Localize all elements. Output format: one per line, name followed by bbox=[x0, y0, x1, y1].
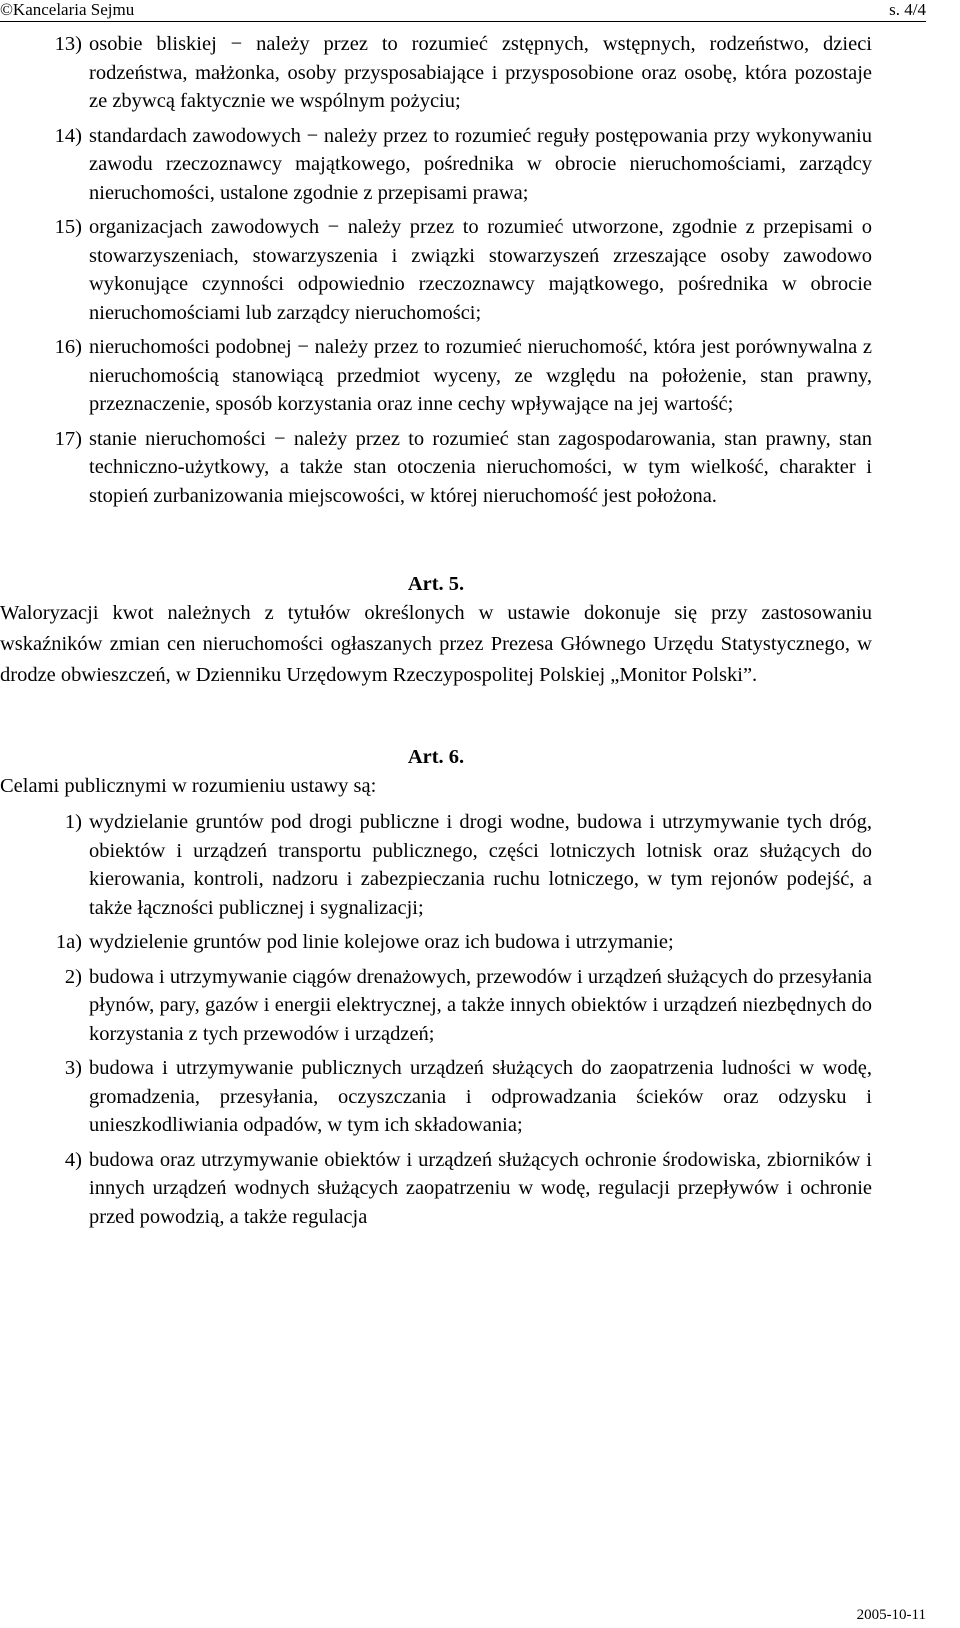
item-text: wydzielenie gruntów pod linie kolejowe oraz ich budowa i utrzymanie; bbox=[89, 931, 674, 953]
list-item bbox=[0, 808, 872, 922]
footer-date: 2005-10-11 bbox=[856, 1607, 926, 1623]
item-text: budowa oraz utrzymywanie obiektów i urządzeń służących ochronie środowiska, zbiorników i innych urządzeń wodnych służących zaopatrzeniu w wodę, regulacji przepływów i ochronie przed powodzią, a także regulacja bbox=[89, 1148, 872, 1228]
item-number: 13) bbox=[54, 33, 82, 55]
item-text: standardach zawodowych − należy przez to rozumieć reguły postępowania przy wykonywaniu zawodu rzeczoznawcy majątkowego, pośrednika w obrocie nieruchomościami, zarządcy nieruchomości, ustalone zgodnie z przepisami prawa; bbox=[89, 124, 872, 204]
article-6-title: Art. 6. bbox=[407, 746, 465, 768]
item-number: 17) bbox=[54, 427, 82, 450]
item-number: 15) bbox=[54, 216, 82, 238]
list-item bbox=[0, 1054, 872, 1140]
item-number: 16) bbox=[54, 336, 82, 358]
item-text: osobie bliskiej − należy przez to rozumieć zstępnych, wstępnych, rodzeństwo, dzieci rodzeństwa, małżonka, osoby przysposabiające i przysposobione oraz osobę, która pozostaje ze zbywcą faktycznie we wspólnym pożyciu; bbox=[89, 33, 872, 112]
list-item bbox=[0, 425, 872, 511]
list-item bbox=[0, 213, 872, 327]
list-item bbox=[0, 333, 872, 419]
item-text: stanie nieruchomości − należy przez to rozumieć stan zagospodarowania, stan prawny, stan techniczno-użytkowy, a także stan otoczenia nieruchomości, w tym wielkość, charakter i stopień zurbanizowania miejscowości, w której nieruchomość jest położona. bbox=[89, 427, 872, 507]
article-5-text: Waloryzacji kwot należnych z tytułów określonych w ustawie dokonuje się przy zastosowaniu wskaźników zmian cen nieruchomości ogłaszanych przez Prezesa Głównego Urzędu Statystycznego, w drodze obwieszczeń, w Dzienniku Urzędowym Rzeczypospolitej Polskiej „Monitor Polski”. bbox=[0, 602, 872, 686]
item-number: 2) bbox=[64, 965, 82, 988]
item-number: 14) bbox=[54, 124, 82, 147]
item-text: budowa i utrzymywanie publicznych urządzeń służących do zaopatrzenia ludności w wodę, gromadzenia, przesyłania, oczyszczania i odprowadzania ścieków oraz odzysku i unieszkodliwiania odpadów, w tym ich składowania; bbox=[89, 1057, 872, 1136]
item-number: 1) bbox=[64, 811, 82, 833]
list-item bbox=[0, 1146, 872, 1232]
list-item bbox=[0, 963, 872, 1049]
list-item bbox=[0, 30, 872, 116]
list-item bbox=[0, 122, 872, 208]
list-item bbox=[0, 928, 872, 957]
header-source: ©Kancelaria Sejmu bbox=[0, 0, 135, 19]
document-body bbox=[0, 30, 872, 1237]
item-text: budowa i utrzymywanie ciągów drenażowych, przewodów i urządzeń służących do przesyłania płynów, pary, gazów i energii elektrycznej, a także innych obiektów i urządzeń niezbędnych do korzystania z tych przewodów i urządzeń; bbox=[89, 965, 872, 1045]
article-5-title: Art. 5. bbox=[407, 573, 465, 595]
item-text: organizacjach zawodowych − należy przez to rozumieć utworzone, zgodnie z przepisami o stowarzyszeniach, stowarzyszenia i związki stowarzyszeń zrzeszające osoby zawodowo wykonujące czynności odpowiednio rzeczoznawcy majątkowego, pośrednika w obrocie nieruchomościami lub zarządcy nieruchomości; bbox=[89, 216, 872, 324]
header-divider bbox=[0, 21, 926, 22]
item-number: 1a) bbox=[55, 931, 82, 953]
item-number: 3) bbox=[64, 1057, 82, 1079]
item-number: 4) bbox=[64, 1148, 82, 1171]
item-text: wydzielanie gruntów pod drogi publiczne i drogi wodne, budowa i utrzymywanie tych dróg, obiektów i urządzeń transportu publicznego, części lotniczych lotnisk oraz służących do kierowania, kontroli, nadzoru i zabezpieczania ruchu lotniczego, w tym rejonów podejść, a także łączności publicznej i sygnalizacji; bbox=[89, 811, 872, 919]
article-6-intro: Celami publicznymi w rozumieniu ustawy są: bbox=[0, 775, 377, 797]
header-page-number: s. 4/4 bbox=[889, 0, 926, 19]
item-text: nieruchomości podobnej − należy przez to rozumieć nieruchomość, która jest porównywalna z nieruchomością stanowiącą przedmiot wyceny, ze względu na położenie, stan prawny, przeznaczenie, sposób korzystania oraz inne cechy wpływające na jej wartość; bbox=[89, 336, 872, 415]
